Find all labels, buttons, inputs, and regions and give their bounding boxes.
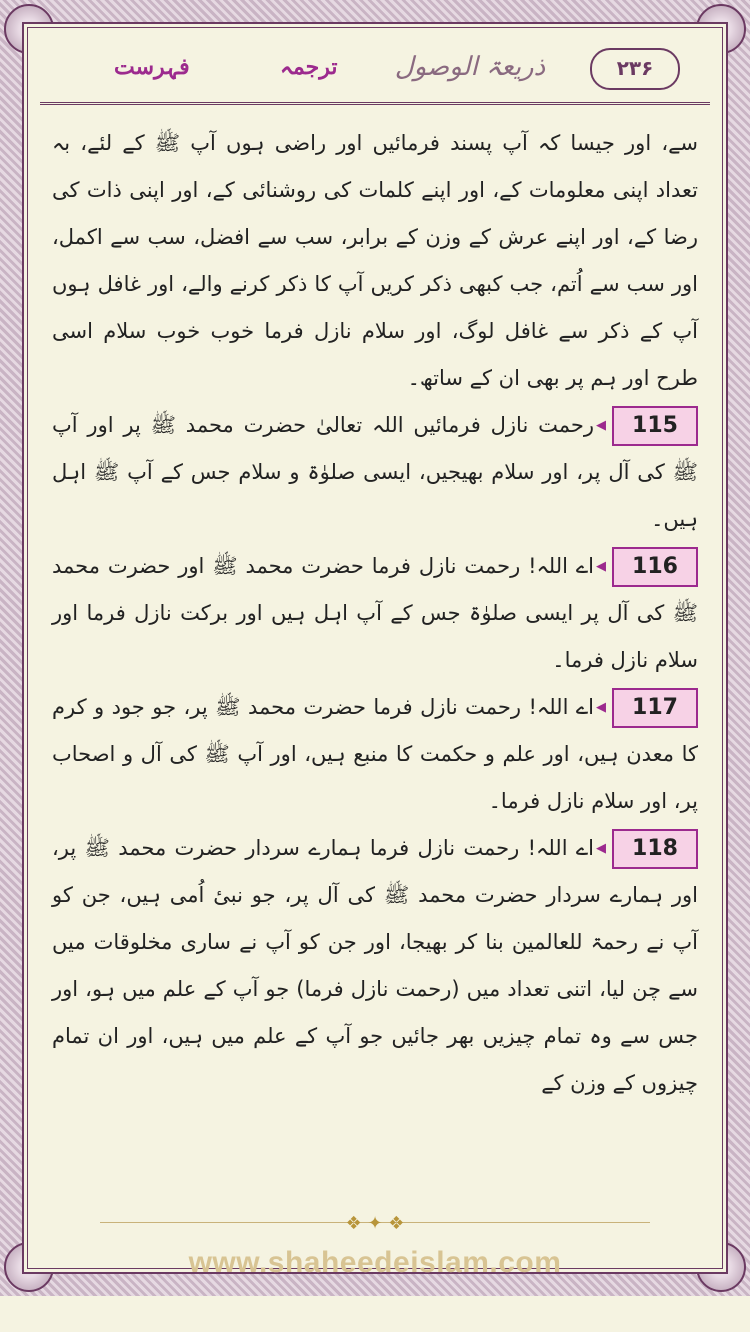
section-117 bbox=[52, 684, 698, 825]
section-text: اے اللہ! رحمت نازل فرما حضرت محمد ﷺ پر، جو جود و کرم کا معدن ہیں، اور علم و حکمت کا منبع ہیں، اور آپ ﷺ کی آل و اصحاب پر، اور سلام نازل فرما۔ bbox=[52, 695, 698, 813]
section-text: رحمت نازل فرمائیں اللہ تعالیٰ حضرت محمد ﷺ پر اور آپ ﷺ کی آل پر، اور سلام بھیجیں، ایسی صلوٰۃ و سلام جس کے آپ ﷺ اہل ہیں۔ bbox=[52, 413, 698, 531]
page-number: ۲۳۶ bbox=[590, 48, 680, 90]
section-118 bbox=[52, 825, 698, 1107]
section-number-badge: 116 ◀ bbox=[612, 547, 698, 587]
book-title: ذریعۃ الوصول bbox=[394, 52, 546, 82]
website-url[interactable]: www.shaheedeislam.com bbox=[188, 1246, 562, 1279]
section-text: اے اللہ! رحمت نازل فرما ہمارے سردار حضرت محمد ﷺ پر، اور ہمارے سردار حضرت محمد ﷺ کی آل پر، جو نبیٔ اُمی ہیں، جن کو آپ نے رحمۃ للعالمین بنا کر بھیجا، اور جن کو آپ نے ساری مخلوقات میں سے چن لیا، اتنی تعداد میں (رحمت نازل فرما) جو آپ کے علم میں ہو، اور جس سے وہ تمام چیزیں بھر جائیں جو آپ کے علم میں ہیں، اور ان تمام چیزوں کے وزن کے bbox=[52, 836, 698, 1095]
page-body bbox=[40, 120, 710, 1192]
index-link[interactable]: فہرست bbox=[114, 54, 190, 80]
section-number-badge: 118 ◀ bbox=[612, 829, 698, 869]
section-text: اے اللہ! رحمت نازل فرما حضرت محمد ﷺ اور حضرت محمد ﷺ کی آل پر ایسی صلوٰۃ جس کے آپ اہل ہیں اور برکت نازل فرما اور سلام نازل فرما۔ bbox=[52, 554, 698, 672]
section-116 bbox=[52, 543, 698, 684]
intro-paragraph: سے، اور جیسا کہ آپ پسند فرمائیں اور راضی ہوں آپ ﷺ کے لئے، بہ تعداد اپنی معلومات کے، اور اپنے کلمات کی روشنائی کے، اور اپنی ذات کی رضا کے، اور اپنے عرش کے وزن کے برابر، سب سے افضل، سب سے اکمل، اور سب سے اُتم، جب کبھی ذکر کریں آپ کا ذکر کرنے والے، اور غافل ہوں آپ کے ذکر سے غافل لوگ، اور سلام نازل فرما خوب خوب سلام اسی طرح اور ہم پر بھی ان کے ساتھ۔ bbox=[52, 131, 698, 390]
section-number-badge: 115 ◀ bbox=[612, 406, 698, 446]
section-number-badge: 117 ◀ bbox=[612, 688, 698, 728]
section-115 bbox=[52, 402, 698, 543]
divider-ornament-icon: ❖ ✦ ❖ bbox=[345, 1213, 405, 1234]
translation-link[interactable]: ترجمہ bbox=[280, 54, 338, 80]
page-header bbox=[40, 36, 710, 105]
